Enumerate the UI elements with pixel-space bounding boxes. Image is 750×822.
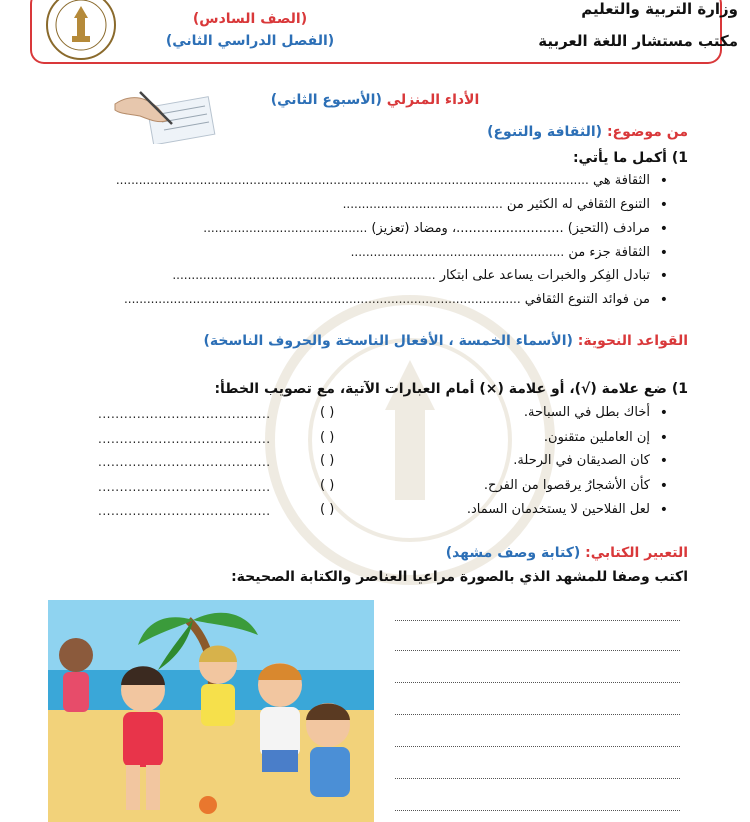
correction-dots: ........................................ [98,407,271,421]
correction-dots: ........................................ [98,480,271,494]
q1-item-1 [116,173,650,188]
grammar-item-1 [524,405,650,420]
writing-hand-illustration [110,84,220,144]
q1-item-text: التنوع الثقافي له الكثير من [506,197,650,212]
answer-dots: ........................................... [203,221,368,235]
grade-label: (الصف السادس) [192,11,308,27]
correction-dots: ........................................ [98,455,271,469]
grammar-item-3 [513,453,650,468]
grammar-item-4 [484,478,650,493]
answer-parentheses: ( ) [320,502,335,517]
writing-label: التعبير الكتابي: [585,545,688,561]
answer-dots: ............................................................................................................................ [115,173,589,187]
writing-line [395,713,680,715]
writing-line [395,809,680,811]
correction-dots: ........................................ [98,504,271,518]
q1-title: 1) أكمل ما يأتي: [572,150,688,166]
writing-line [395,619,680,621]
homework-title-main: الأداء المنزلي [386,92,480,108]
answer-dots: ........................................................ [350,245,565,259]
writing-instruction: اكتب وصفا للمشهد الذي بالصورة مراعيا العناصر والكتابة الصحيحة: [231,569,688,585]
answer-parentheses: ( ) [320,453,335,468]
q1-item-text: من فوائد التنوع الثقافي [524,292,650,307]
writing-line [395,681,680,683]
grammar-item-text: إن العاملين متقنون. [543,430,650,445]
grammar-q-title: 1) ضع علامة (√)، أو علامة (×) أمام العبارات الآتية، مع تصويب الخطأ: [214,381,688,397]
writing-value: (كتابة وصف مشهد) [445,545,581,561]
topic-heading [487,124,688,140]
answer-parentheses: ( ) [320,430,335,445]
grammar-label: القواعد النحوية: [577,333,688,349]
ministry-seal-logo [44,0,118,62]
writing-line [395,777,680,779]
q1-item-text: الثقافة هي [592,173,650,188]
grammar-value: (الأسماء الخمسة ، الأفعال الناسخة والحروف الناسخة) [203,333,573,349]
grammar-item-2 [544,430,650,445]
topic-value: (الثقافة والتنوع) [487,124,603,140]
grammar-item-5 [467,502,650,517]
writing-line [395,745,680,747]
writing-line [395,649,680,651]
correction-dots: ........................................ [98,432,271,446]
q1-item-text: الثقافة جزء من [568,245,650,260]
office-name: مكتب مستشار اللغة العربية [538,32,738,50]
answer-dots: ..................................................................... [172,268,436,282]
topic-label: من موضوع: [606,124,688,140]
grammar-item-text: لعل الفلاحين لا يستخدمان السماد. [466,502,650,517]
grammar-heading [204,333,688,349]
q1-item-2 [343,197,650,212]
grammar-item-text: أخاك بطل في السباحة. [523,405,650,420]
grammar-item-text: كان الصديقان في الرحلة. [513,453,650,468]
answer-parentheses: ( ) [320,478,335,493]
answer-dots: .......................................... [342,197,503,211]
writing-answer-lines [395,605,680,820]
term-label: (الفصل الدراسي الثاني) [165,33,335,49]
q1-item-3 [203,221,650,236]
children-beach-picture [48,600,374,822]
grammar-item-text: كأن الأشجارُ يرقصوا من الفرح. [483,478,650,493]
writing-heading [446,545,688,561]
answer-parentheses: ( ) [320,405,335,420]
answer-dots: ........................................................................................................ [123,292,521,306]
q1-item-4 [351,245,650,260]
homework-title-week: (الأسبوع الثاني) [270,92,382,108]
ministry-name: وزارة التربية والتعليم [581,0,738,18]
q1-item-text: تبادل الفِكر والخبرات يساعد على ابتكار [439,268,650,283]
q1-item-text: مرادف (التحيز) ..........................، ومضاد (تعزيز) [371,221,650,236]
